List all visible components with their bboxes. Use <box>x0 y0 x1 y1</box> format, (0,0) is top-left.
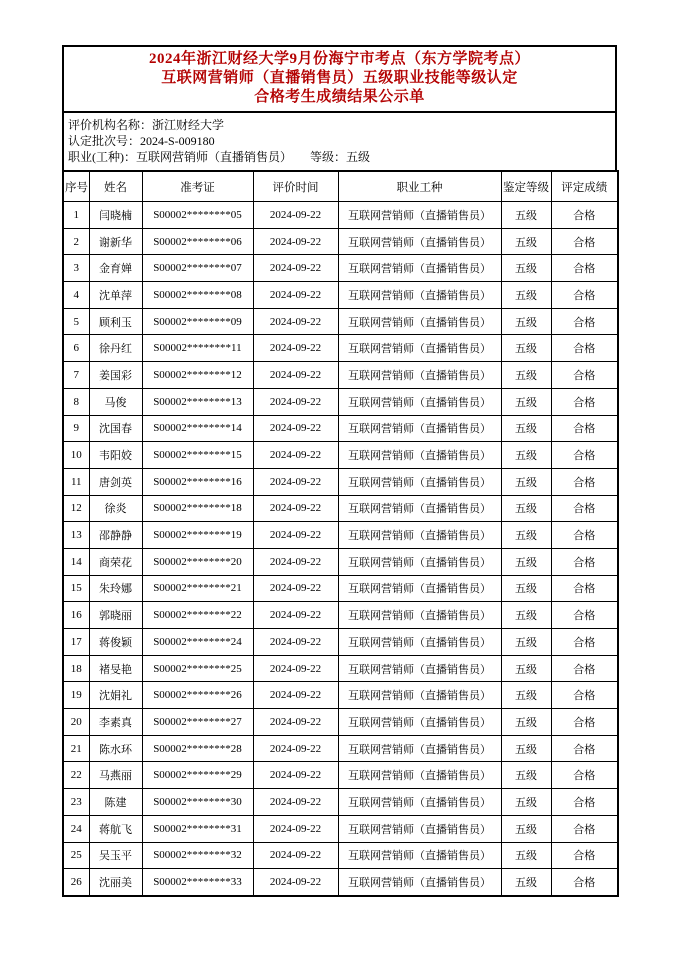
cell-level: 五级 <box>501 629 551 656</box>
cell-level: 五级 <box>501 468 551 495</box>
cell-exam-id: S00002********24 <box>142 629 253 656</box>
cell-level: 五级 <box>501 735 551 762</box>
cell-exam-id: S00002********33 <box>142 869 253 896</box>
cell-result: 合格 <box>551 388 618 415</box>
cell-name: 徐丹红 <box>89 335 142 362</box>
cell-level: 五级 <box>501 789 551 816</box>
cell-occupation: 互联网营销师（直播销售员） <box>338 255 501 282</box>
cell-seq: 8 <box>63 388 89 415</box>
cell-seq: 7 <box>63 362 89 389</box>
info-line-agency: 评价机构名称：浙江财经大学 <box>68 118 225 132</box>
cell-eval-date: 2024-09-22 <box>253 709 338 736</box>
cell-exam-id: S00002********16 <box>142 468 253 495</box>
cell-name: 褚旻艳 <box>89 655 142 682</box>
cell-exam-id: S00002********05 <box>142 202 253 229</box>
cell-level: 五级 <box>501 495 551 522</box>
cell-name: 吴玉平 <box>89 842 142 869</box>
table-row <box>63 602 618 629</box>
column-header-exam-id: 准考证 <box>142 171 253 202</box>
cell-name: 蒋航飞 <box>89 815 142 842</box>
cell-name: 韦阳姣 <box>89 442 142 469</box>
cell-occupation: 互联网营销师（直播销售员） <box>338 362 501 389</box>
title-line-3: 合格考生成绩结果公示单 <box>254 89 425 105</box>
table-row <box>63 388 618 415</box>
cell-eval-date: 2024-09-22 <box>253 789 338 816</box>
table-row <box>63 709 618 736</box>
cell-name: 沈丽美 <box>89 869 142 896</box>
title-line-1: 2024年浙江财经大学9月份海宁市考点（东方学院考点） <box>148 51 530 67</box>
cell-seq: 14 <box>63 548 89 575</box>
cell-eval-date: 2024-09-22 <box>253 522 338 549</box>
cell-name: 金育婵 <box>89 255 142 282</box>
cell-exam-id: S00002********32 <box>142 842 253 869</box>
cell-level: 五级 <box>501 655 551 682</box>
cell-eval-date: 2024-09-22 <box>253 548 338 575</box>
column-header-level: 鉴定等级 <box>501 171 551 202</box>
cell-eval-date: 2024-09-22 <box>253 335 338 362</box>
cell-name: 沈单萍 <box>89 282 142 309</box>
cell-eval-date: 2024-09-22 <box>253 415 338 442</box>
cell-result: 合格 <box>551 548 618 575</box>
cell-occupation: 互联网营销师（直播销售员） <box>338 468 501 495</box>
cell-seq: 1 <box>63 202 89 229</box>
cell-exam-id: S00002********19 <box>142 522 253 549</box>
cell-exam-id: S00002********22 <box>142 602 253 629</box>
cell-occupation: 互联网营销师（直播销售员） <box>338 575 501 602</box>
cell-eval-date: 2024-09-22 <box>253 362 338 389</box>
cell-exam-id: S00002********18 <box>142 495 253 522</box>
info-block <box>62 113 617 170</box>
cell-result: 合格 <box>551 308 618 335</box>
table-row <box>63 202 618 229</box>
table-row <box>63 815 618 842</box>
cell-exam-id: S00002********20 <box>142 548 253 575</box>
cell-level: 五级 <box>501 308 551 335</box>
cell-eval-date: 2024-09-22 <box>253 655 338 682</box>
cell-level: 五级 <box>501 575 551 602</box>
cell-level: 五级 <box>501 522 551 549</box>
cell-seq: 20 <box>63 709 89 736</box>
cell-level: 五级 <box>501 682 551 709</box>
cell-exam-id: S00002********15 <box>142 442 253 469</box>
cell-exam-id: S00002********28 <box>142 735 253 762</box>
cell-occupation: 互联网营销师（直播销售员） <box>338 228 501 255</box>
info-line-batch: 认定批次号：2024-S-009180 <box>68 134 215 148</box>
cell-name: 沈娟礼 <box>89 682 142 709</box>
cell-name: 陈水环 <box>89 735 142 762</box>
cell-eval-date: 2024-09-22 <box>253 762 338 789</box>
cell-name: 蒋俊颖 <box>89 629 142 656</box>
cell-exam-id: S00002********25 <box>142 655 253 682</box>
cell-occupation: 互联网营销师（直播销售员） <box>338 762 501 789</box>
table-row <box>63 629 618 656</box>
cell-level: 五级 <box>501 842 551 869</box>
cell-occupation: 互联网营销师（直播销售员） <box>338 842 501 869</box>
cell-exam-id: S00002********14 <box>142 415 253 442</box>
cell-result: 合格 <box>551 228 618 255</box>
table-row <box>63 682 618 709</box>
document-title <box>62 45 617 113</box>
cell-seq: 15 <box>63 575 89 602</box>
column-header-occupation: 职业工种 <box>338 171 501 202</box>
cell-exam-id: S00002********26 <box>142 682 253 709</box>
cell-seq: 5 <box>63 308 89 335</box>
cell-occupation: 互联网营销师（直播销售员） <box>338 388 501 415</box>
cell-seq: 21 <box>63 735 89 762</box>
cell-result: 合格 <box>551 682 618 709</box>
cell-result: 合格 <box>551 255 618 282</box>
table-row <box>63 842 618 869</box>
cell-seq: 26 <box>63 869 89 896</box>
cell-eval-date: 2024-09-22 <box>253 282 338 309</box>
cell-result: 合格 <box>551 362 618 389</box>
cell-result: 合格 <box>551 815 618 842</box>
cell-result: 合格 <box>551 522 618 549</box>
cell-exam-id: S00002********21 <box>142 575 253 602</box>
cell-name: 谢新华 <box>89 228 142 255</box>
cell-seq: 24 <box>63 815 89 842</box>
cell-name: 李素真 <box>89 709 142 736</box>
cell-occupation: 互联网营销师（直播销售员） <box>338 548 501 575</box>
cell-seq: 17 <box>63 629 89 656</box>
cell-result: 合格 <box>551 468 618 495</box>
cell-eval-date: 2024-09-22 <box>253 815 338 842</box>
table-row <box>63 548 618 575</box>
cell-name: 朱玲娜 <box>89 575 142 602</box>
cell-exam-id: S00002********29 <box>142 762 253 789</box>
column-header-name: 姓名 <box>89 171 142 202</box>
table-row <box>63 495 618 522</box>
cell-occupation: 互联网营销师（直播销售员） <box>338 442 501 469</box>
cell-level: 五级 <box>501 202 551 229</box>
table-row <box>63 335 618 362</box>
cell-seq: 13 <box>63 522 89 549</box>
table-row <box>63 762 618 789</box>
table-row <box>63 255 618 282</box>
cell-eval-date: 2024-09-22 <box>253 495 338 522</box>
cell-name: 沈国春 <box>89 415 142 442</box>
cell-name: 顾利玉 <box>89 308 142 335</box>
cell-occupation: 互联网营销师（直播销售员） <box>338 869 501 896</box>
cell-name: 郭晓丽 <box>89 602 142 629</box>
document <box>62 45 617 897</box>
cell-exam-id: S00002********31 <box>142 815 253 842</box>
cell-seq: 4 <box>63 282 89 309</box>
table-row <box>63 735 618 762</box>
cell-name: 徐炎 <box>89 495 142 522</box>
cell-eval-date: 2024-09-22 <box>253 629 338 656</box>
cell-occupation: 互联网营销师（直播销售员） <box>338 815 501 842</box>
cell-occupation: 互联网营销师（直播销售员） <box>338 415 501 442</box>
cell-result: 合格 <box>551 602 618 629</box>
cell-result: 合格 <box>551 762 618 789</box>
cell-level: 五级 <box>501 869 551 896</box>
column-header-eval-date: 评价时间 <box>253 171 338 202</box>
cell-name: 邵静静 <box>89 522 142 549</box>
cell-level: 五级 <box>501 709 551 736</box>
table-row <box>63 575 618 602</box>
cell-occupation: 互联网营销师（直播销售员） <box>338 629 501 656</box>
cell-level: 五级 <box>501 815 551 842</box>
cell-occupation: 互联网营销师（直播销售员） <box>338 735 501 762</box>
cell-result: 合格 <box>551 869 618 896</box>
cell-exam-id: S00002********07 <box>142 255 253 282</box>
cell-eval-date: 2024-09-22 <box>253 308 338 335</box>
cell-result: 合格 <box>551 575 618 602</box>
cell-level: 五级 <box>501 602 551 629</box>
table-header-row <box>63 171 618 202</box>
cell-eval-date: 2024-09-22 <box>253 442 338 469</box>
cell-occupation: 互联网营销师（直播销售员） <box>338 602 501 629</box>
cell-eval-date: 2024-09-22 <box>253 735 338 762</box>
column-header-result: 评定成绩 <box>551 171 618 202</box>
cell-occupation: 互联网营销师（直播销售员） <box>338 282 501 309</box>
cell-seq: 16 <box>63 602 89 629</box>
column-header-seq: 序号 <box>63 171 89 202</box>
cell-level: 五级 <box>501 335 551 362</box>
cell-name: 唐剑英 <box>89 468 142 495</box>
cell-seq: 9 <box>63 415 89 442</box>
table-row <box>63 362 618 389</box>
cell-eval-date: 2024-09-22 <box>253 255 338 282</box>
cell-seq: 10 <box>63 442 89 469</box>
cell-eval-date: 2024-09-22 <box>253 228 338 255</box>
cell-occupation: 互联网营销师（直播销售员） <box>338 682 501 709</box>
cell-level: 五级 <box>501 415 551 442</box>
cell-result: 合格 <box>551 282 618 309</box>
cell-occupation: 互联网营销师（直播销售员） <box>338 709 501 736</box>
cell-result: 合格 <box>551 335 618 362</box>
cell-seq: 2 <box>63 228 89 255</box>
cell-exam-id: S00002********08 <box>142 282 253 309</box>
table-row <box>63 415 618 442</box>
cell-level: 五级 <box>501 228 551 255</box>
cell-result: 合格 <box>551 709 618 736</box>
cell-result: 合格 <box>551 629 618 656</box>
cell-occupation: 互联网营销师（直播销售员） <box>338 655 501 682</box>
cell-seq: 18 <box>63 655 89 682</box>
cell-seq: 3 <box>63 255 89 282</box>
cell-eval-date: 2024-09-22 <box>253 388 338 415</box>
table-row <box>63 655 618 682</box>
cell-level: 五级 <box>501 255 551 282</box>
cell-exam-id: S00002********30 <box>142 789 253 816</box>
cell-eval-date: 2024-09-22 <box>253 682 338 709</box>
cell-eval-date: 2024-09-22 <box>253 468 338 495</box>
cell-result: 合格 <box>551 842 618 869</box>
cell-name: 姜国彩 <box>89 362 142 389</box>
cell-result: 合格 <box>551 495 618 522</box>
cell-name: 闫晓楠 <box>89 202 142 229</box>
title-line-2: 互联网营销师（直播销售员）五级职业技能等级认定 <box>161 70 518 86</box>
cell-name: 马燕丽 <box>89 762 142 789</box>
cell-result: 合格 <box>551 655 618 682</box>
cell-result: 合格 <box>551 442 618 469</box>
cell-exam-id: S00002********12 <box>142 362 253 389</box>
cell-occupation: 互联网营销师（直播销售员） <box>338 202 501 229</box>
cell-exam-id: S00002********13 <box>142 388 253 415</box>
cell-name: 陈建 <box>89 789 142 816</box>
cell-name: 马俊 <box>89 388 142 415</box>
table-row <box>63 522 618 549</box>
cell-exam-id: S00002********06 <box>142 228 253 255</box>
cell-result: 合格 <box>551 735 618 762</box>
table-row <box>63 282 618 309</box>
cell-result: 合格 <box>551 202 618 229</box>
cell-seq: 23 <box>63 789 89 816</box>
cell-occupation: 互联网营销师（直播销售员） <box>338 308 501 335</box>
cell-occupation: 互联网营销师（直播销售员） <box>338 789 501 816</box>
cell-exam-id: S00002********09 <box>142 308 253 335</box>
info-line-occupation: 职业(工种)：互联网营销师（直播销售员） 等级：五级 <box>68 150 370 164</box>
cell-seq: 12 <box>63 495 89 522</box>
cell-seq: 25 <box>63 842 89 869</box>
cell-level: 五级 <box>501 388 551 415</box>
cell-eval-date: 2024-09-22 <box>253 842 338 869</box>
results-table <box>62 170 619 897</box>
cell-level: 五级 <box>501 362 551 389</box>
cell-seq: 11 <box>63 468 89 495</box>
table-row <box>63 228 618 255</box>
cell-seq: 19 <box>63 682 89 709</box>
cell-result: 合格 <box>551 789 618 816</box>
cell-result: 合格 <box>551 415 618 442</box>
cell-name: 商荣花 <box>89 548 142 575</box>
cell-occupation: 互联网营销师（直播销售员） <box>338 495 501 522</box>
table-row <box>63 869 618 896</box>
cell-occupation: 互联网营销师（直播销售员） <box>338 522 501 549</box>
cell-level: 五级 <box>501 548 551 575</box>
cell-level: 五级 <box>501 442 551 469</box>
cell-exam-id: S00002********27 <box>142 709 253 736</box>
cell-eval-date: 2024-09-22 <box>253 869 338 896</box>
cell-seq: 22 <box>63 762 89 789</box>
cell-eval-date: 2024-09-22 <box>253 575 338 602</box>
cell-eval-date: 2024-09-22 <box>253 602 338 629</box>
cell-exam-id: S00002********11 <box>142 335 253 362</box>
table-row <box>63 468 618 495</box>
table-row <box>63 442 618 469</box>
table-row <box>63 789 618 816</box>
cell-level: 五级 <box>501 762 551 789</box>
table-body <box>63 202 618 896</box>
cell-seq: 6 <box>63 335 89 362</box>
cell-occupation: 互联网营销师（直播销售员） <box>338 335 501 362</box>
cell-level: 五级 <box>501 282 551 309</box>
table-row <box>63 308 618 335</box>
cell-eval-date: 2024-09-22 <box>253 202 338 229</box>
